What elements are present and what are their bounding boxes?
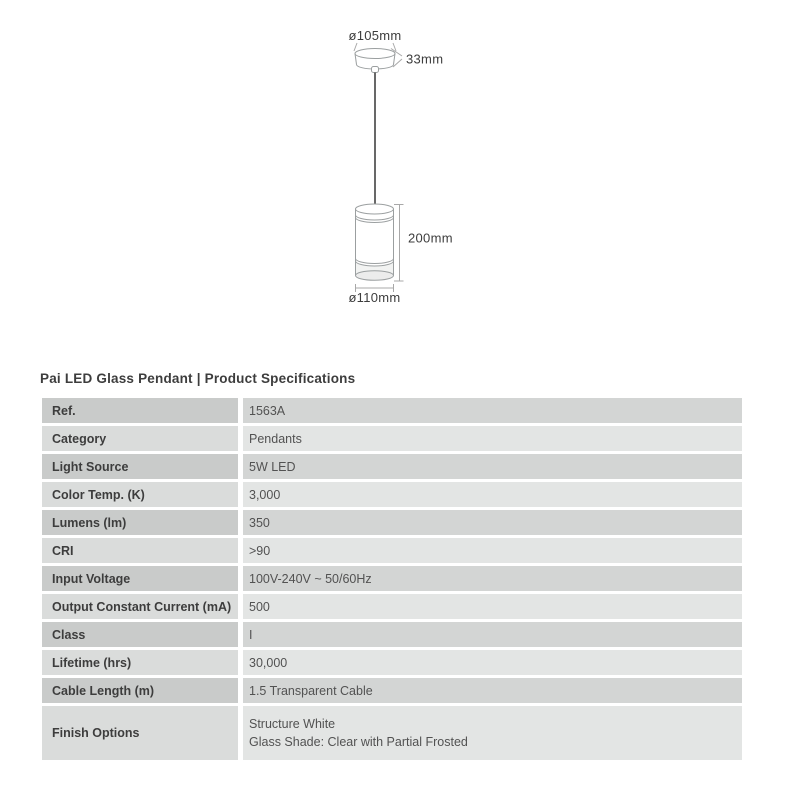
canopy-height-label: 33mm <box>406 51 444 67</box>
spec-value-finish-options <box>243 706 742 760</box>
spec-table <box>42 398 742 760</box>
shade-bottom <box>356 271 394 281</box>
spec-value-lumens: 350 <box>243 510 742 535</box>
canopy-cable-grip <box>372 67 379 73</box>
finish-option-line-2: Glass Shade: Clear with Partial Frosted <box>249 735 468 749</box>
canopy-top <box>355 49 395 59</box>
spec-value-class: I <box>243 622 742 647</box>
shade-diameter-label: ø110mm <box>348 290 401 305</box>
spec-value-color-temp: 3,000 <box>243 482 742 507</box>
pendant-drawing <box>355 49 395 281</box>
spec-label-finish-options: Finish Options <box>42 706 238 760</box>
spec-label-category: Category <box>42 426 238 451</box>
spec-label-color-temp: Color Temp. (K) <box>42 482 238 507</box>
shade-height-label: 200mm <box>408 230 453 246</box>
spec-value-ref: 1563A <box>243 398 742 423</box>
spec-value-cri: >90 <box>243 538 742 563</box>
spec-label-cable-length: Cable Length (m) <box>42 678 238 703</box>
spec-label-light-source: Light Source <box>42 454 238 479</box>
spec-value-output-current: 500 <box>243 594 742 619</box>
spec-value-category: Pendants <box>243 426 742 451</box>
spec-label-output-current: Output Constant Current (mA) <box>42 594 238 619</box>
spec-value-lifetime: 30,000 <box>243 650 742 675</box>
shade-top <box>356 204 394 214</box>
pendant-dimension-diagram <box>0 0 800 340</box>
spec-label-ref: Ref. <box>42 398 238 423</box>
spec-label-class: Class <box>42 622 238 647</box>
dimension-lines <box>354 43 404 292</box>
finish-option-line-1: Structure White <box>249 717 336 731</box>
canopy-diameter-label: ø105mm <box>348 28 402 43</box>
spec-value-light-source: 5W LED <box>243 454 742 479</box>
spec-label-lumens: Lumens (lm) <box>42 510 238 535</box>
spec-value-cable-length: 1.5 Transparent Cable <box>243 678 742 703</box>
page-title: Pai LED Glass Pendant | Product Specifications <box>40 371 356 386</box>
spec-label-lifetime: Lifetime (hrs) <box>42 650 238 675</box>
spec-value-input-voltage: 100V-240V ~ 50/60Hz <box>243 566 742 591</box>
spec-label-cri: CRI <box>42 538 238 563</box>
spec-label-input-voltage: Input Voltage <box>42 566 238 591</box>
